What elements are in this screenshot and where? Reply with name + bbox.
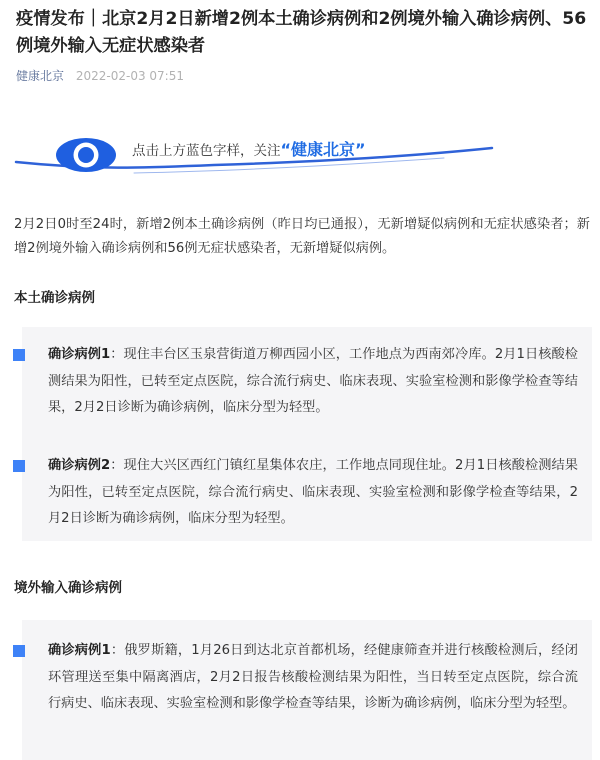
article-title: 疫情发布｜北京2月2日新增2例本土确诊病例和2例境外输入确诊病例、56例境外输入无症状感染者 (16, 9, 587, 56)
case-text (48, 453, 578, 533)
imported-cases-box (22, 620, 592, 760)
case-marker (13, 460, 25, 472)
case-lead: 确诊病例2 (48, 458, 111, 473)
case-text (48, 342, 578, 422)
case-body: ：现住大兴区西红门镇红星集体农庄，工作地点同现住址。2月1日核酸检测结果为阳性，已转至定点医院，综合流行病史、临床表现、实验室检测和影像学检查等结果，2月2日诊断为确诊病例，临床分型为轻型。 (48, 458, 578, 526)
intro-paragraph: 2月2日0时至24时，新增2例本土确诊病例（昨日均已通报），无新增疑似病例和无症状感染者；新增2例境外输入确诊病例和56例无症状感染者，无新增疑似病例。 (14, 217, 590, 256)
case-marker (13, 645, 25, 657)
follow-account-name[interactable]: “健康北京” (280, 140, 366, 159)
section-heading-local: 本土确诊病例 (14, 290, 95, 306)
case-marker (13, 349, 25, 361)
section-heading-imported: 境外输入确诊病例 (14, 580, 122, 596)
case-lead: 确诊病例1 (48, 643, 111, 658)
case-lead: 确诊病例1 (48, 347, 111, 362)
follow-banner (14, 118, 514, 198)
account-name-link[interactable]: 健康北京 (16, 69, 65, 83)
follow-prompt (132, 140, 366, 161)
case-body: ：俄罗斯籍，1月26日到达北京首都机场，经健康筛查并进行核酸检测后，经闭环管理送至集中隔离酒店，2月2日报告核酸检测结果为阳性，当日转至定点医院，综合流行病史、临床表现、实验室检测和影像学检查等结果，诊断为确诊病例，临床分型为轻型。 (48, 643, 578, 711)
publish-time: 2022-02-03 07:51 (75, 69, 184, 83)
article-meta (16, 66, 184, 86)
follow-prompt-text: 点击上方蓝色字样，关注 (132, 143, 281, 159)
case-text (48, 638, 578, 718)
local-cases-box (22, 327, 592, 541)
eye-icon (56, 138, 116, 172)
case-body: ：现住丰台区玉泉营街道万柳西园小区，工作地点为西南郊冷库。2月1日核酸检测结果为阳性，已转至定点医院，综合流行病史、临床表现、实验室检测和影像学检查等结果，2月2日诊断为确诊病例，临床分型为轻型。 (48, 347, 578, 415)
